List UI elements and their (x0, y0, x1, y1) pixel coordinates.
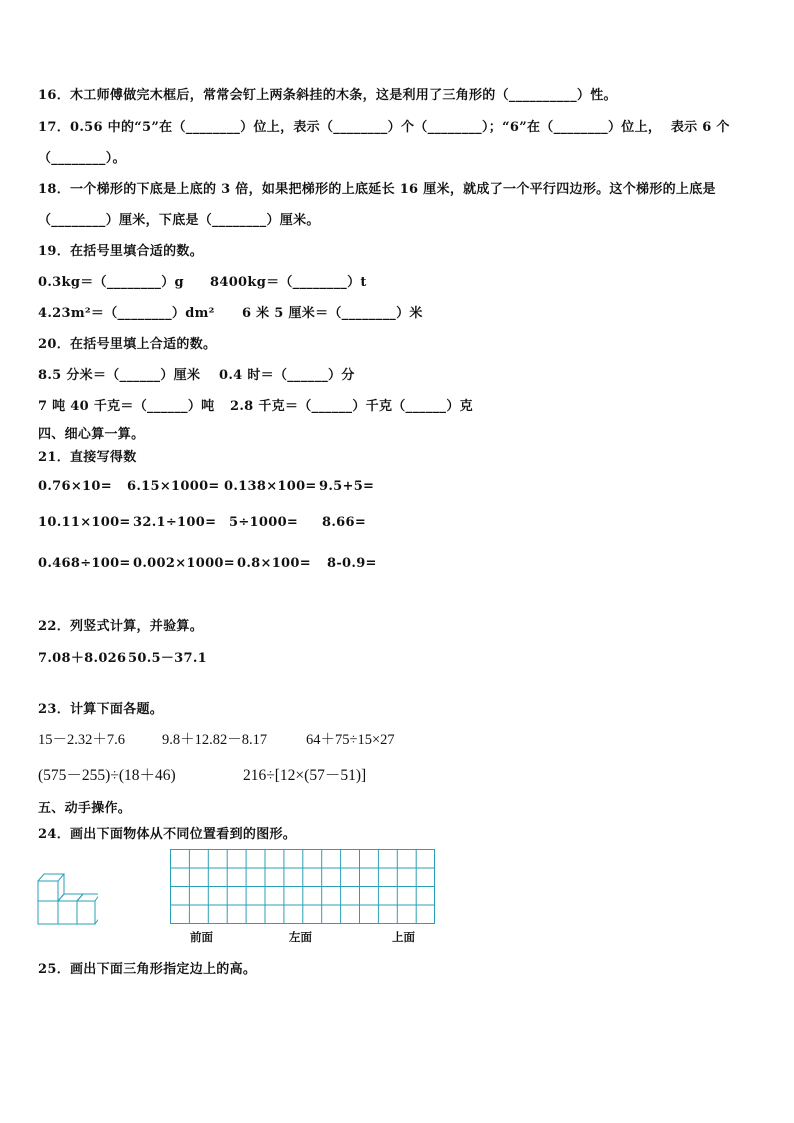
q22-item: 50.5－37.1 (128, 651, 208, 666)
q21-item: 5÷1000= (229, 515, 299, 530)
q21-item: 8.66= (322, 515, 367, 530)
q21-item: 10.11×100= (38, 515, 131, 530)
q18-line2: （________）厘米，下底是（________）厘米。 (38, 213, 320, 228)
q19-title: 19．在括号里填合适的数。 (38, 244, 203, 259)
q21-item: 0.8×100= (237, 556, 311, 571)
q21-item: 8-0.9= (327, 556, 377, 571)
q21-item: 32.1÷100= (133, 515, 217, 530)
q23-expression: 216÷[12×(57－51)] (243, 767, 367, 784)
drawing-grid (170, 849, 436, 925)
q20-item: 7 吨 40 千克＝（______）吨 (38, 399, 215, 414)
q22-title: 22．列竖式计算，并验算。 (38, 619, 203, 634)
section-4-heading: 四、细心算一算。 (38, 427, 145, 442)
q19-item: 4.23m²＝（________）dm² (38, 306, 215, 321)
q23-expression: 15－2.32＋7.6 (38, 732, 125, 748)
q25-title: 25．画出下面三角形指定边上的高。 (38, 962, 257, 977)
q19-item: 8400kg＝（________）t (210, 275, 367, 290)
q20-title: 20．在括号里填上合适的数。 (38, 337, 217, 352)
q16: 16．木工师傅做完木框后，常常会钉上两条斜挂的木条，这是利用了三角形的（__________）性。 (38, 88, 617, 103)
q23-expression: 64＋75÷15×27 (306, 732, 395, 748)
section-5-heading: 五、动手操作。 (38, 801, 132, 816)
view-label-front: 前面 (190, 930, 213, 944)
q21-item: 0.76×10= (38, 479, 112, 494)
q20-item: 8.5 分米＝（______）厘米 (38, 368, 201, 383)
q20-item: 2.8 千克＝（______）千克（______）克 (230, 399, 473, 414)
q21-item: 0.138×100= (224, 479, 317, 494)
q21-item: 6.15×1000= (127, 479, 220, 494)
cubes-figure (36, 871, 98, 927)
q23-title: 23．计算下面各题。 (38, 702, 164, 717)
q21-item: 9.5+5= (319, 479, 375, 494)
q24-title: 24．画出下面物体从不同位置看到的图形。 (38, 827, 297, 842)
q17-line2: （________）。 (38, 151, 126, 166)
view-label-top: 上面 (392, 930, 415, 944)
q19-item: 0.3kg＝（________）g (38, 275, 184, 290)
q21-item: 0.468÷100= (38, 556, 131, 571)
q20-item: 0.4 时＝（______）分 (219, 368, 355, 383)
q23-expression: 9.8＋12.82－8.17 (162, 732, 268, 748)
view-label-left: 左面 (289, 930, 312, 944)
q17-line1: 17．0.56 中的“5”在（________）位上，表示（________）个（________）；“6”在（________）位上， 表示 6 个 (38, 120, 730, 135)
q19-item: 6 米 5 厘米＝（________）米 (242, 306, 423, 321)
q23-expression: (575－255)÷(18＋46) (38, 767, 176, 784)
q21-title: 21．直接写得数 (38, 450, 137, 465)
q22-item: 7.08＋8.026 (38, 651, 127, 666)
q18-line1: 18．一个梯形的下底是上底的 3 倍，如果把梯形的上底延长 16 厘米，就成了一个平行四边形。这个梯形的上底是 (38, 182, 716, 197)
q21-item: 0.002×1000= (133, 556, 235, 571)
